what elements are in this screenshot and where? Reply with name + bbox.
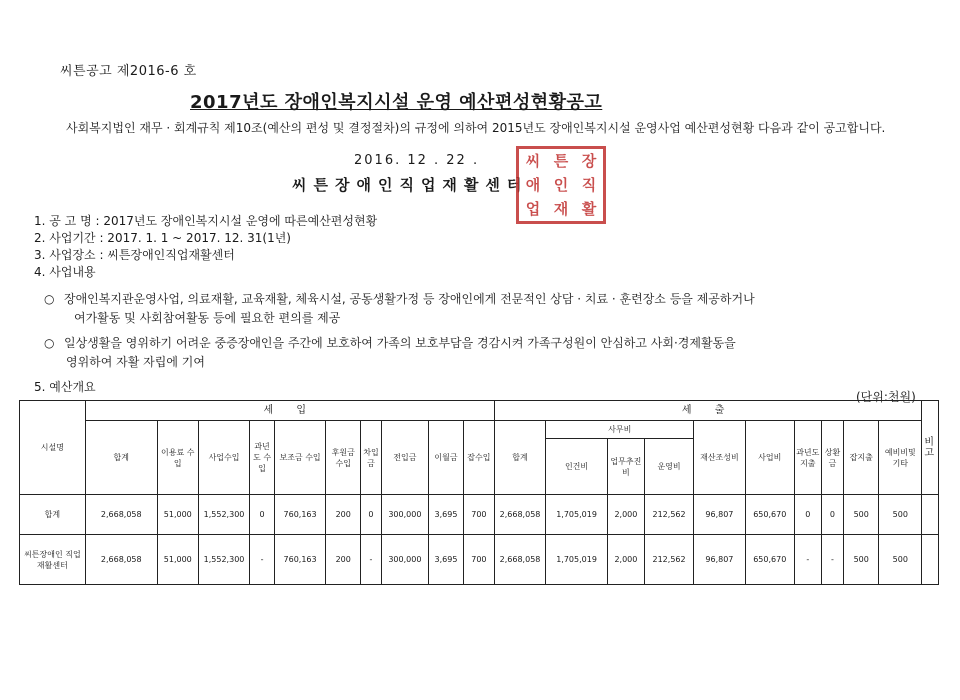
- cell: 3,695: [429, 535, 464, 585]
- budget-table: [19, 400, 939, 585]
- income-col-header: 합계: [85, 421, 157, 495]
- cell: 3,695: [429, 495, 464, 535]
- circle-bullet-icon: ○: [44, 336, 55, 350]
- expense-col-header: 재산조성비: [694, 421, 745, 495]
- item-period: 2. 사업기간 : 2017. 1. 1 ~ 2017. 12. 31(1년): [34, 231, 291, 245]
- cell: 500: [844, 495, 879, 535]
- note-cell: [922, 535, 939, 585]
- item-notice-name: 1. 공 고 명 : 2017년도 장애인복지시설 운영에 따른예산편성현황: [34, 214, 378, 228]
- income-col-header: 이월금: [429, 421, 464, 495]
- row-name: 합계: [20, 495, 86, 535]
- expense-col-header: 사업비: [745, 421, 794, 495]
- cell: 650,670: [745, 495, 794, 535]
- admin-col-header: 업무추진비: [607, 439, 644, 495]
- cell: 1,552,300: [198, 495, 249, 535]
- cell: 51,000: [157, 495, 198, 535]
- cell: 212,562: [644, 495, 693, 535]
- cell: 1,552,300: [198, 535, 249, 585]
- notice-items: [34, 213, 377, 281]
- table-row: [20, 495, 939, 535]
- item-content: 4. 사업내용: [34, 265, 96, 279]
- cell: -: [361, 535, 382, 585]
- intro-paragraph: 사회복지법인 재무 · 회계규칙 제10조(예산의 편성 및 결정절차)의 규정에 의하여 2015년도 장애인복지시설 운영사업 예산편성현황 다음과 같이 공고합니다.: [66, 121, 886, 135]
- cell: 2,668,058: [85, 535, 157, 585]
- admin-col-header: 운영비: [644, 439, 693, 495]
- official-seal: 씨 튼 장 애 인 직 업 재 활: [516, 146, 606, 224]
- cell: 2,000: [607, 535, 644, 585]
- row-name: 씨튼장애인 직업재활센터: [20, 535, 86, 585]
- notice-date: 2016. 12 . 22 .: [354, 153, 480, 168]
- cell: 2,668,058: [494, 495, 545, 535]
- expense-col-header: 과년도지출: [794, 421, 821, 495]
- content-bullets: [44, 290, 755, 378]
- cell: 300,000: [381, 535, 428, 585]
- cell: 760,163: [274, 495, 325, 535]
- expense-col-header: 상환금: [821, 421, 844, 495]
- income-col-header: 이용료 수입: [157, 421, 198, 495]
- cell: -: [821, 535, 844, 585]
- notice-number: 씨튼공고 제2016-6 호: [60, 64, 197, 79]
- cell: -: [250, 535, 275, 585]
- cell: 0: [361, 495, 382, 535]
- expense-header: 세 출: [494, 401, 922, 421]
- cell: 500: [879, 495, 922, 535]
- bullet-item: ○ 장애인복지관운영사업, 의료재활, 교육재활, 체육시설, 공동생활가정 등 장애인에게 전문적인 상담 · 치료 · 훈련장소 등을 제공하거나 여가활동 및 사회참여활동 등에 필요한 편의를 제공: [44, 292, 755, 325]
- income-header: 세 입: [85, 401, 494, 421]
- income-col-header: 사업수입: [198, 421, 249, 495]
- cell: 96,807: [694, 495, 745, 535]
- cell: 1,705,019: [546, 495, 608, 535]
- organization-name: 씨튼장애인직업재활센터: [292, 176, 529, 194]
- cell: 0: [794, 495, 821, 535]
- income-col-header: 전입금: [381, 421, 428, 495]
- unit-label: (단위:천원): [856, 390, 916, 404]
- table-row: [20, 535, 939, 585]
- item-location: 3. 사업장소 : 씨튼장애인직업재활센터: [34, 248, 235, 262]
- cell: 300,000: [381, 495, 428, 535]
- cell: 700: [463, 535, 494, 585]
- cell: 500: [844, 535, 879, 585]
- income-col-header: 차입금: [361, 421, 382, 495]
- income-col-header: 과년도 수입: [250, 421, 275, 495]
- cell: 51,000: [157, 535, 198, 585]
- cell: 2,668,058: [494, 535, 545, 585]
- cell: 200: [326, 495, 361, 535]
- bullet-item: ○ 일상생활을 영위하기 어려운 중증장애인을 주간에 보호하여 가족의 보호부담을 경감시켜 가족구성원이 안심하고 사회·경제활동을 영위하여 자활 자립에 기여: [44, 336, 736, 369]
- cell: 650,670: [745, 535, 794, 585]
- cell: 700: [463, 495, 494, 535]
- expense-col-header: 예비비및 기타: [879, 421, 922, 495]
- expense-total-header: 합계: [494, 421, 545, 495]
- cell: 0: [821, 495, 844, 535]
- circle-bullet-icon: ○: [44, 292, 55, 306]
- note-header: 비고: [922, 401, 939, 495]
- expense-col-header: 잡지출: [844, 421, 879, 495]
- page-title: 2017년도 장애인복지시설 운영 예산편성현황공고: [190, 92, 603, 113]
- cell: 1,705,019: [546, 535, 608, 585]
- cell: 212,562: [644, 535, 693, 585]
- cell: 0: [250, 495, 275, 535]
- income-col-header: 보조금 수입: [274, 421, 325, 495]
- cell: 2,668,058: [85, 495, 157, 535]
- cell: -: [794, 535, 821, 585]
- cell: 500: [879, 535, 922, 585]
- cell: 760,163: [274, 535, 325, 585]
- admin-header: 사무비: [546, 421, 694, 439]
- cell: 2,000: [607, 495, 644, 535]
- income-col-header: 후원금 수입: [326, 421, 361, 495]
- facility-header: 시설명: [20, 401, 86, 495]
- income-col-header: 잡수입: [463, 421, 494, 495]
- cell: 200: [326, 535, 361, 585]
- note-cell: [922, 495, 939, 535]
- admin-col-header: 인건비: [546, 439, 608, 495]
- section-budget-title: 5. 예산개요: [34, 380, 96, 394]
- cell: 96,807: [694, 535, 745, 585]
